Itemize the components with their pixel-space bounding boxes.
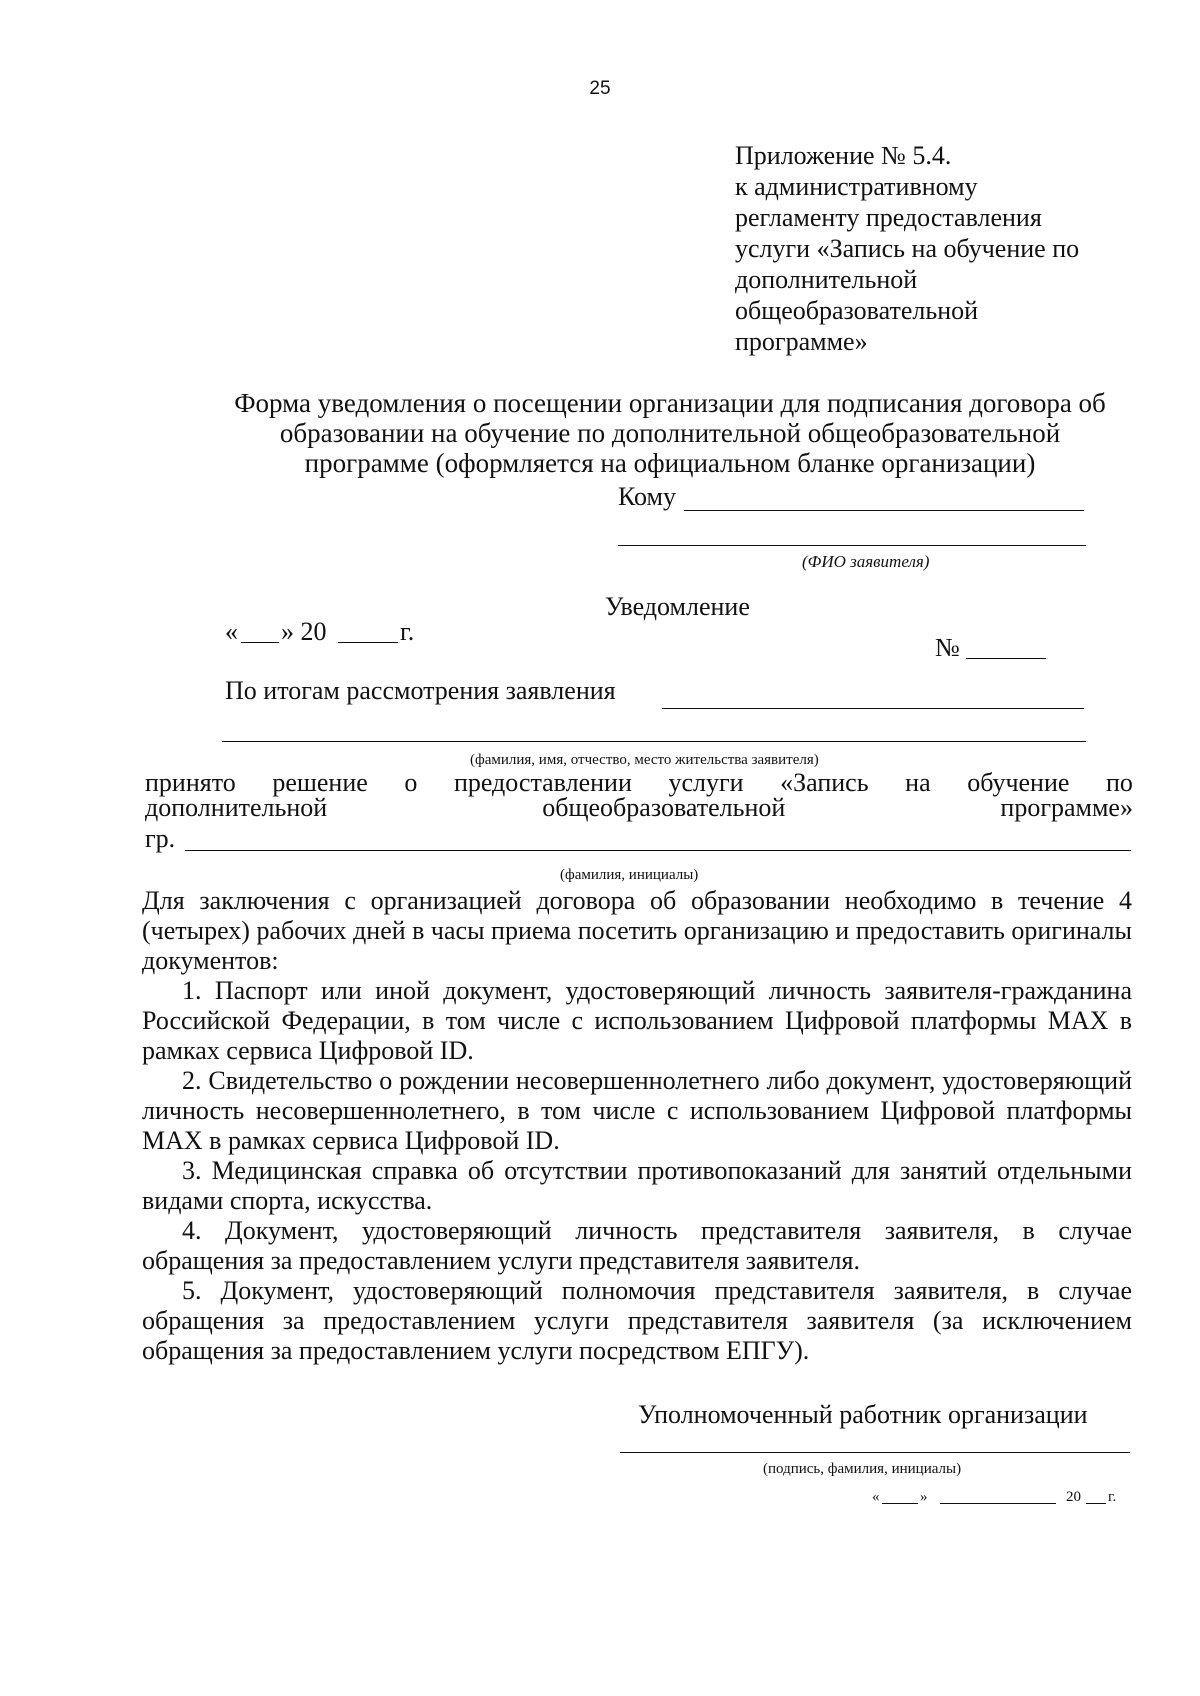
date-day-line[interactable] [241,642,279,643]
form-title-line: образовании на обучение по дополнительной общеобразовательной [279,418,1061,448]
sign-date-day-line[interactable] [882,1503,918,1504]
sign-date-year: 20 [1066,1489,1081,1505]
decision-word: обучение [967,768,1070,797]
form-title-line: программе (оформляется на официальном бланке организации) [304,448,1036,478]
page-number: 25 [589,78,611,99]
number-line[interactable] [966,658,1046,659]
appendix-line: программе» [735,327,868,356]
decision-word: услуги [668,768,744,797]
appendix-line: дополнительной [735,265,918,294]
review-text: По итогам рассмотрения заявления [225,676,616,705]
sign-date-close-quote: » [920,1489,928,1505]
signature-caption: (подпись, фамилия, инициалы) [763,1461,962,1477]
sign-date-open-quote: « [872,1489,880,1505]
decision-line-2 [145,793,1133,823]
sign-date-suffix: г. [1108,1489,1117,1505]
appendix-line: к административному [735,172,978,201]
sign-date-year-line[interactable] [1086,1503,1106,1504]
to-name-line[interactable] [684,510,1084,511]
document-item: 3. Медицинская справка об отсутствии противопоказаний для занятий отдельными видами спорта, искусства. [142,1156,1132,1215]
to-caption: (ФИО заявителя) [802,552,930,571]
appendix-block [735,140,1155,357]
appendix-line: регламенту предоставления [735,203,1042,232]
decision-word: программе» [1000,793,1133,822]
decision-word: «Запись [780,768,869,797]
decision-word: предоставлении [453,768,632,797]
body-text [142,886,1132,1366]
notice-heading: Уведомление [605,592,750,621]
date-open-quote: « [225,617,238,646]
document-item: 1. Паспорт или иной документ, удостоверяющий личность заявителя-гражданина Российской Федерации, в том числе с использованием Цифровой платформы MAX в рамках сервиса Цифровой ID. [142,976,1132,1065]
document-item: 5. Документ, удостоверяющий полномочия представителя заявителя, в случае обращения за предоставлением услуги представителя заявителя (за исключением обращения за предоставлением услуги посредством ЕПГУ). [142,1276,1132,1365]
to-label: Кому [618,482,677,511]
to-name-line-2[interactable] [618,545,1086,546]
decision-word: общеобразовательной [542,793,786,822]
citizen-prefix: гр. [145,824,176,853]
decision-word: решение [272,768,368,797]
date-year-prefix: » 20 [281,617,327,646]
body-intro: Для заключения с организацией договора об образовании необходимо в течение 4 (четырех) рабочих дней в часы приема посетить организацию и предоставить оригиналы документов: [142,886,1132,975]
decision-word: дополнительной [145,793,328,822]
date-suffix: г. [400,617,415,646]
document-item: 4. Документ, удостоверяющий личность представителя заявителя, в случае обращения за предоставлением услуги представителя заявителя. [142,1216,1132,1275]
sign-date-month-line[interactable] [940,1503,1056,1504]
decision-word: о [404,768,418,797]
decision-word: на [905,768,931,797]
date-year-line[interactable] [338,642,398,643]
signatory-title: Уполномоченный работник организации [638,1400,1088,1429]
citizen-caption: (фамилия, инициалы) [560,867,699,883]
applicant-caption: (фамилия, имя, отчество, место жительства заявителя) [470,752,819,768]
applicant-line-2[interactable] [222,741,1086,742]
decision-word: по [1106,768,1133,797]
appendix-line: общеобразовательной [735,296,979,325]
form-title [200,388,1140,478]
decision-word: принято [145,768,236,797]
signature-line[interactable] [620,1452,1130,1453]
applicant-line[interactable] [662,708,1084,709]
citizen-name-line[interactable] [185,850,1131,851]
appendix-line: Приложение № 5.4. [735,141,952,170]
number-label: № [935,633,960,662]
appendix-line: услуги «Запись на обучение по [735,234,1080,263]
form-title-line: Форма уведомления о посещении организации для подписания договора об [234,388,1106,418]
document-item: 2. Свидетельство о рождении несовершеннолетнего либо документ, удостоверяющий личность несовершеннолетнего, в том числе с использованием Цифровой платформы MAX в рамках сервиса Цифровой ID. [142,1066,1132,1155]
